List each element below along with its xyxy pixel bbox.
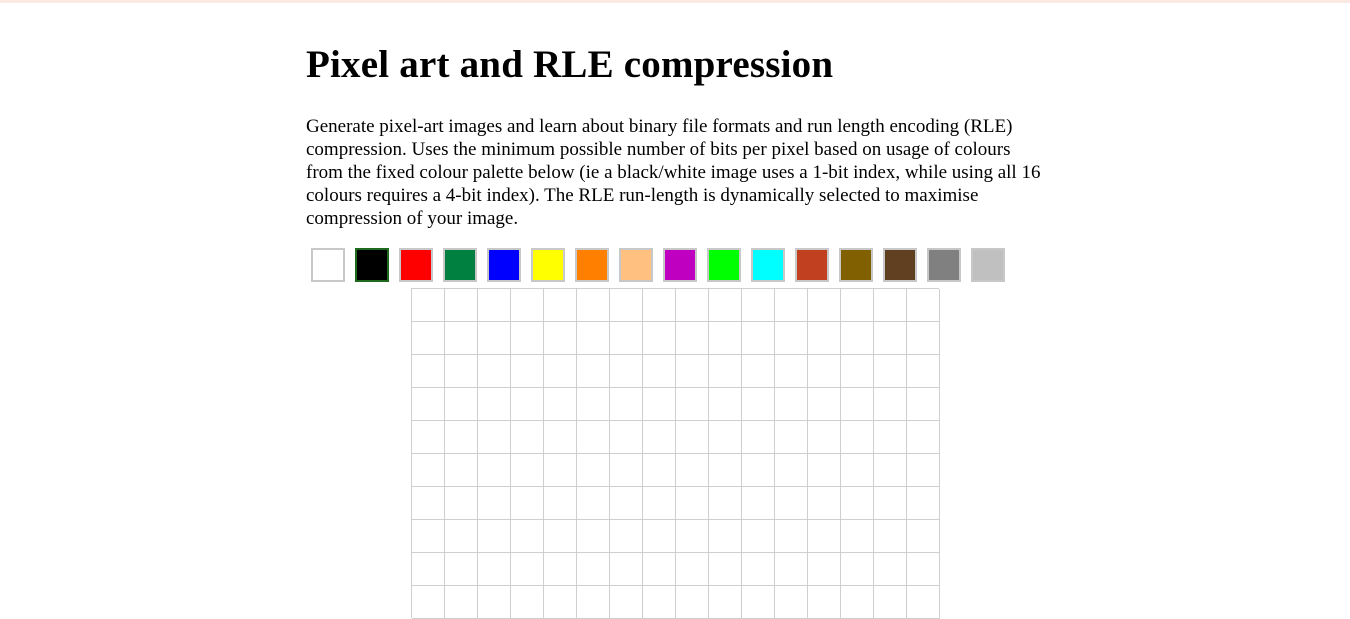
palette-swatch[interactable] [839,248,873,282]
pixel-cell[interactable] [544,520,577,553]
pixel-cell[interactable] [775,388,808,421]
pixel-cell[interactable] [907,289,940,322]
pixel-cell[interactable] [412,553,445,586]
pixel-cell[interactable] [841,289,874,322]
pixel-cell[interactable] [478,322,511,355]
pixel-cell[interactable] [412,586,445,619]
pixel-cell[interactable] [445,520,478,553]
pixel-cell[interactable] [478,586,511,619]
pixel-cell[interactable] [445,355,478,388]
palette-swatch[interactable] [971,248,1005,282]
pixel-cell[interactable] [643,520,676,553]
pixel-cell[interactable] [874,520,907,553]
pixel-cell[interactable] [907,322,940,355]
pixel-cell[interactable] [907,421,940,454]
pixel-cell[interactable] [478,289,511,322]
pixel-cell[interactable] [445,586,478,619]
pixel-cell[interactable] [742,355,775,388]
pixel-cell[interactable] [742,289,775,322]
pixel-cell[interactable] [445,388,478,421]
pixel-cell[interactable] [841,388,874,421]
pixel-cell[interactable] [907,388,940,421]
pixel-cell[interactable] [676,289,709,322]
top-border [0,0,1350,3]
pixel-cell[interactable] [643,421,676,454]
pixel-cell[interactable] [610,388,643,421]
pixel-cell[interactable] [841,421,874,454]
pixel-cell[interactable] [610,520,643,553]
pixel-cell[interactable] [841,355,874,388]
pixel-cell[interactable] [841,586,874,619]
pixel-cell[interactable] [643,322,676,355]
pixel-cell[interactable] [907,586,940,619]
pixel-cell[interactable] [445,289,478,322]
pixel-cell[interactable] [577,553,610,586]
pixel-cell[interactable] [775,421,808,454]
pixel-cell[interactable] [808,454,841,487]
pixel-cell[interactable] [676,586,709,619]
pixel-cell[interactable] [478,487,511,520]
palette-swatch[interactable] [707,248,741,282]
pixel-canvas-grid [411,288,939,618]
pixel-cell[interactable] [808,553,841,586]
pixel-cell[interactable] [577,586,610,619]
pixel-cell[interactable] [709,454,742,487]
pixel-cell[interactable] [676,322,709,355]
pixel-cell[interactable] [841,487,874,520]
pixel-cell[interactable] [676,454,709,487]
pixel-cell[interactable] [775,553,808,586]
pixel-cell[interactable] [511,355,544,388]
pixel-cell[interactable] [907,520,940,553]
pixel-cell[interactable] [907,355,940,388]
pixel-cell[interactable] [907,454,940,487]
pixel-cell[interactable] [610,553,643,586]
pixel-cell[interactable] [709,322,742,355]
pixel-cell[interactable] [709,421,742,454]
pixel-cell[interactable] [445,421,478,454]
pixel-cell[interactable] [577,355,610,388]
pixel-cell[interactable] [610,289,643,322]
pixel-cell[interactable] [709,388,742,421]
pixel-cell[interactable] [445,553,478,586]
pixel-cell[interactable] [841,454,874,487]
pixel-cell[interactable] [643,289,676,322]
pixel-cell[interactable] [511,289,544,322]
pixel-cell[interactable] [577,289,610,322]
pixel-cell[interactable] [643,355,676,388]
palette-swatch[interactable] [927,248,961,282]
pixel-cell[interactable] [445,454,478,487]
pixel-cell[interactable] [577,454,610,487]
pixel-cell[interactable] [709,553,742,586]
pixel-cell[interactable] [412,355,445,388]
pixel-cell[interactable] [742,421,775,454]
pixel-cell[interactable] [544,487,577,520]
pixel-cell[interactable] [808,586,841,619]
pixel-cell[interactable] [676,421,709,454]
pixel-cell[interactable] [775,487,808,520]
pixel-cell[interactable] [874,388,907,421]
pixel-cell[interactable] [742,586,775,619]
palette-swatch[interactable] [531,248,565,282]
pixel-cell[interactable] [478,355,511,388]
pixel-cell[interactable] [412,421,445,454]
pixel-cell[interactable] [874,421,907,454]
pixel-cell[interactable] [643,586,676,619]
pixel-cell[interactable] [808,289,841,322]
pixel-cell[interactable] [874,322,907,355]
pixel-cell[interactable] [478,553,511,586]
palette-swatch[interactable] [575,248,609,282]
pixel-cell[interactable] [577,322,610,355]
palette-swatch[interactable] [399,248,433,282]
pixel-cell[interactable] [610,454,643,487]
pixel-cell[interactable] [808,355,841,388]
pixel-cell[interactable] [742,454,775,487]
pixel-cell[interactable] [742,487,775,520]
pixel-cell[interactable] [775,520,808,553]
pixel-cell[interactable] [610,355,643,388]
pixel-cell[interactable] [511,487,544,520]
pixel-cell[interactable] [478,421,511,454]
pixel-cell[interactable] [478,454,511,487]
pixel-cell[interactable] [544,388,577,421]
pixel-cell[interactable] [676,520,709,553]
pixel-cell[interactable] [577,487,610,520]
pixel-cell[interactable] [709,355,742,388]
pixel-cell[interactable] [676,388,709,421]
pixel-cell[interactable] [709,487,742,520]
pixel-cell[interactable] [874,289,907,322]
palette-swatch[interactable] [795,248,829,282]
pixel-cell[interactable] [544,421,577,454]
palette-swatch[interactable] [663,248,697,282]
pixel-cell[interactable] [511,322,544,355]
pixel-cell[interactable] [610,322,643,355]
intro-paragraph: Generate pixel-art images and learn about binary file formats and run length encoding (RLE) compression. Uses the minimum possible number of bits per pixel based on usage of colours from the fixed colour palette below (ie a black/white image uses a 1-bit index, while using all 16 colours requires a 4-bit index). The RLE run-length is dynamically selected to maximise compression of your image. [306,116,1041,229]
pixel-cell[interactable] [874,487,907,520]
pixel-cell[interactable] [511,421,544,454]
palette-swatch[interactable] [311,248,345,282]
pixel-cell[interactable] [742,553,775,586]
pixel-cell[interactable] [478,388,511,421]
pixel-cell[interactable] [841,322,874,355]
pixel-cell[interactable] [412,289,445,322]
pixel-cell[interactable] [511,553,544,586]
pixel-cell[interactable] [478,520,511,553]
palette-swatch[interactable] [619,248,653,282]
pixel-cell[interactable] [742,322,775,355]
pixel-cell[interactable] [808,421,841,454]
pixel-cell[interactable] [544,355,577,388]
pixel-cell[interactable] [709,289,742,322]
pixel-cell[interactable] [511,454,544,487]
pixel-cell[interactable] [610,421,643,454]
pixel-cell[interactable] [808,520,841,553]
palette-swatch[interactable] [443,248,477,282]
pixel-cell[interactable] [643,487,676,520]
pixel-cell[interactable] [511,586,544,619]
pixel-cell[interactable] [544,586,577,619]
pixel-cell[interactable] [775,322,808,355]
pixel-cell[interactable] [742,520,775,553]
page-title: Pixel art and RLE compression [306,43,834,86]
pixel-cell[interactable] [808,322,841,355]
pixel-cell[interactable] [577,520,610,553]
pixel-cell[interactable] [775,586,808,619]
pixel-cell[interactable] [577,421,610,454]
pixel-cell[interactable] [874,586,907,619]
pixel-cell[interactable] [643,454,676,487]
pixel-cell[interactable] [742,388,775,421]
pixel-cell[interactable] [544,322,577,355]
pixel-cell[interactable] [775,355,808,388]
pixel-cell[interactable] [775,289,808,322]
pixel-cell[interactable] [445,487,478,520]
pixel-cell[interactable] [412,454,445,487]
pixel-cell[interactable] [643,388,676,421]
pixel-cell[interactable] [610,487,643,520]
pixel-cell[interactable] [544,553,577,586]
palette-swatch[interactable] [355,248,389,282]
pixel-cell[interactable] [874,355,907,388]
pixel-cell[interactable] [907,487,940,520]
pixel-cell[interactable] [676,355,709,388]
pixel-cell[interactable] [709,586,742,619]
pixel-cell[interactable] [841,520,874,553]
pixel-cell[interactable] [445,322,478,355]
pixel-cell[interactable] [907,553,940,586]
pixel-cell[interactable] [577,388,610,421]
palette-swatch[interactable] [751,248,785,282]
pixel-cell[interactable] [544,454,577,487]
pixel-cell[interactable] [841,553,874,586]
pixel-cell[interactable] [775,454,808,487]
pixel-cell[interactable] [643,553,676,586]
pixel-cell[interactable] [874,553,907,586]
pixel-cell[interactable] [412,322,445,355]
pixel-cell[interactable] [808,388,841,421]
pixel-cell[interactable] [412,487,445,520]
pixel-cell[interactable] [511,388,544,421]
pixel-cell[interactable] [808,487,841,520]
pixel-cell[interactable] [874,454,907,487]
pixel-cell[interactable] [709,520,742,553]
pixel-cell[interactable] [544,289,577,322]
pixel-cell[interactable] [412,388,445,421]
pixel-cell[interactable] [676,553,709,586]
palette-swatch[interactable] [883,248,917,282]
pixel-cell[interactable] [412,520,445,553]
pixel-cell[interactable] [511,520,544,553]
palette-swatch[interactable] [487,248,521,282]
pixel-cell[interactable] [610,586,643,619]
pixel-cell[interactable] [676,487,709,520]
